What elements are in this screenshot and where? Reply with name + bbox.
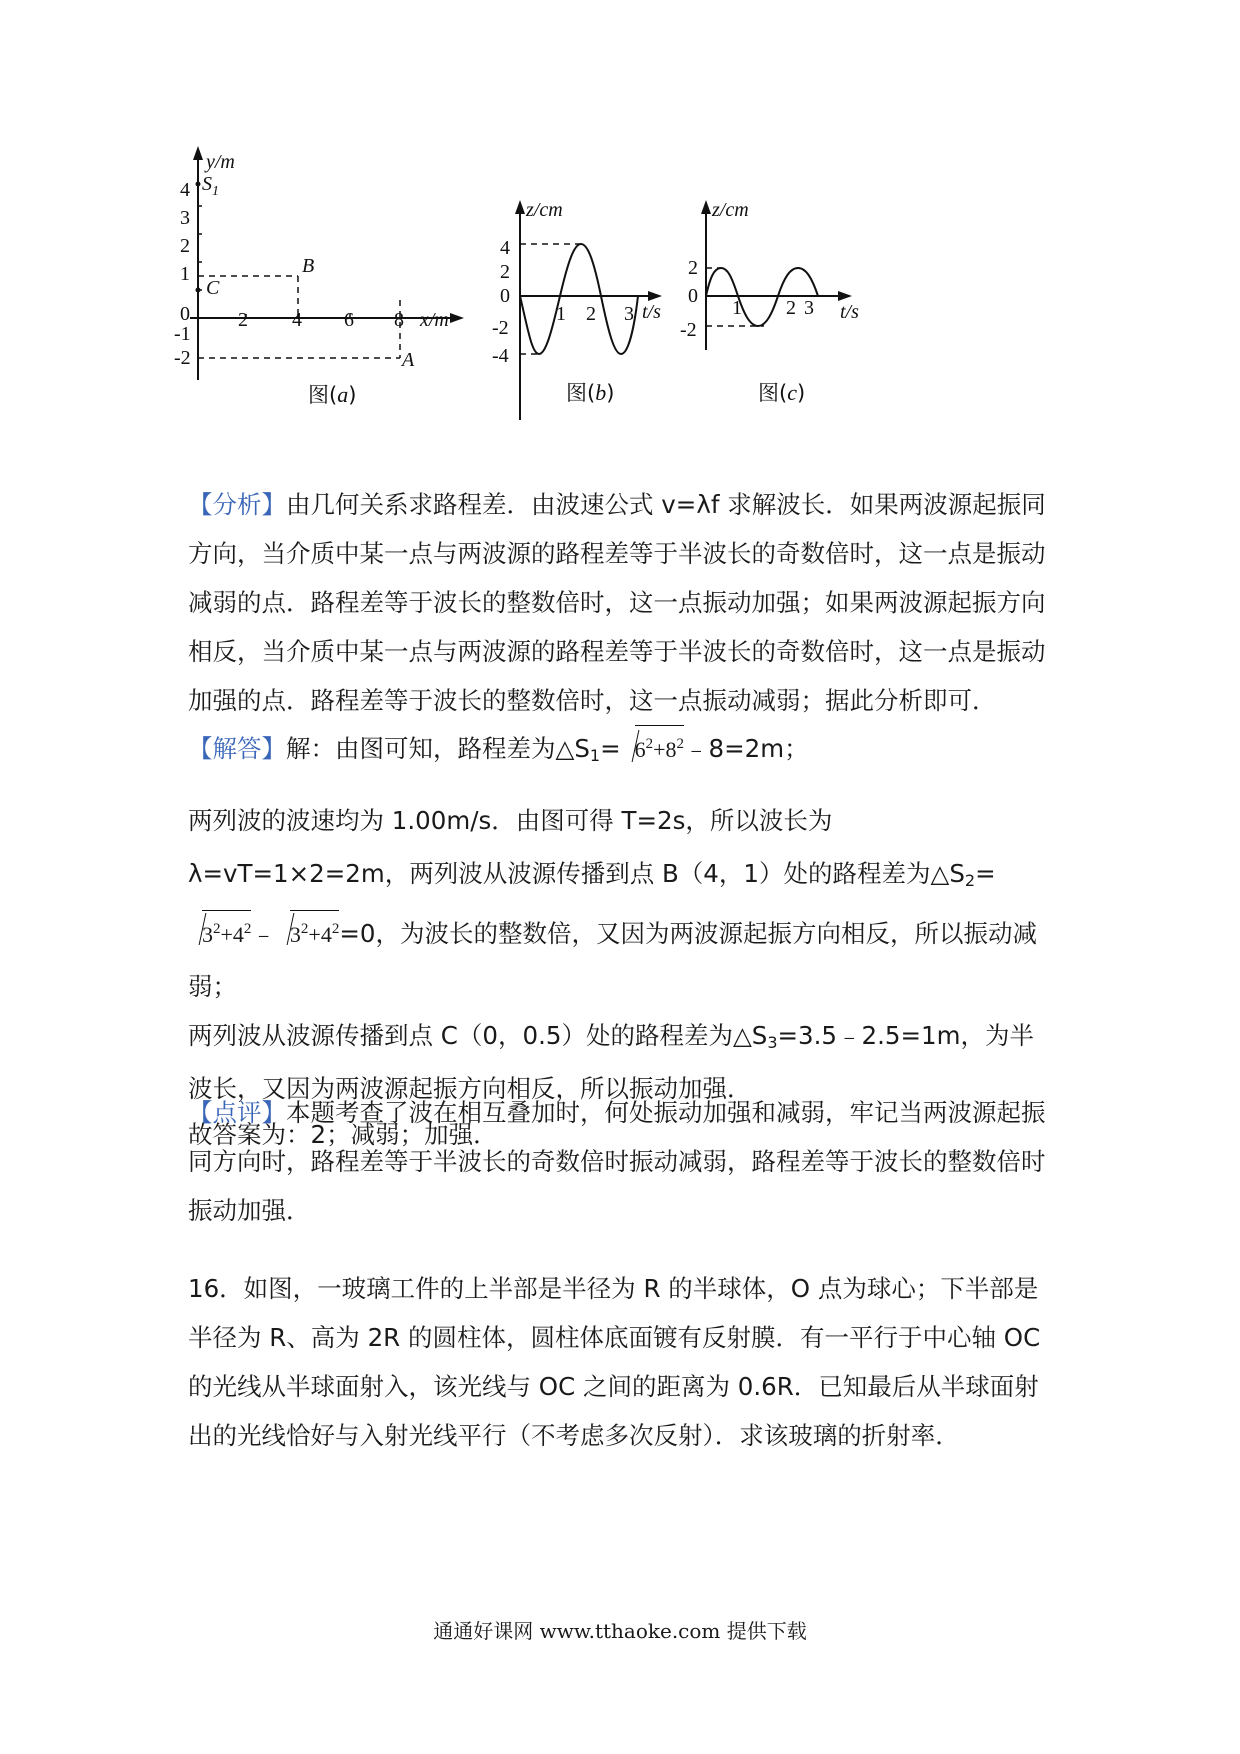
y-tick: -4 <box>492 345 509 367</box>
sqrt-expression: $3^2+4^2$ <box>188 907 251 960</box>
answer-paragraph-2: 两列波的波速均为 1.00m/s．由图可得 T=2s，所以波长为 λ=vT=1×2=2m，两列波从波源传播到点 B（4，1）处的路程差为$\triangle S_2=3^2+4^2﹣$ $3^2+4^2=0$，为波长的整数倍，又因为两波源起振方向相反，所以振动减弱； <box>188 806 1037 1001</box>
y-tick: 4 <box>180 179 190 201</box>
sqrt-expression: $3^2+4^2$ <box>276 907 339 960</box>
figure-b <box>488 150 688 460</box>
question-16-text: 16．如图，一玻璃工件的上半部是半径为 R 的半球体，O 点为球心；下半部是半径为 R、高为 2R 的圆柱体，圆柱体底面镀有反射膜．有一平行于中心轴 OC 的光线从半球面射入，该光线与 OC 之间的距离为 0.6R．已知最后从半球面射出的光线恰好与入射光线平行（不考虑多次反射）．求该玻璃的折射率． <box>188 1274 1041 1450</box>
y-axis-label: y/m <box>206 151 235 173</box>
y-tick: 2 <box>688 257 698 279</box>
comment-tag: 【点评】 <box>188 1098 286 1127</box>
wave-curve <box>520 244 638 354</box>
x-tick: 4 <box>292 309 302 331</box>
x-axis-label: x/m <box>420 309 449 331</box>
x-tick: 2 <box>238 309 248 331</box>
caption-a: 图(a) <box>308 382 357 407</box>
y-tick: -2 <box>174 347 191 369</box>
figures-row <box>174 150 1000 470</box>
x-tick: 1 <box>732 297 742 319</box>
x-tick-labels <box>238 309 404 331</box>
subscript: 2 <box>964 871 976 890</box>
analysis-paragraph <box>188 480 1056 725</box>
answer-line-1 <box>188 724 1056 780</box>
y-tick: 0 <box>500 285 510 307</box>
comment-body: 本题考查了波在相互叠加时，何处振动加强和减弱，牢记当两波源起振同方向时，路程差等于半波长的奇数倍时振动减弱，路程差等于波长的整数倍时振动加强． <box>188 1098 1046 1225</box>
question-16 <box>188 1264 1056 1460</box>
point-s1 <box>196 182 201 187</box>
x-tick: 3 <box>624 303 634 325</box>
figure-c <box>680 150 904 460</box>
x-tick: 6 <box>344 309 354 331</box>
answer-tag: 【解答】 <box>188 734 286 763</box>
x-axis-label: t/s <box>642 301 661 323</box>
y-tick: 2 <box>500 261 510 283</box>
label-b: B <box>302 255 315 277</box>
x-tick: 3 <box>804 297 814 319</box>
answer-text: ﹣8=2m； <box>684 734 809 763</box>
y-tick-labels <box>174 179 191 369</box>
subscript: 1 <box>589 746 601 765</box>
label-s1: $S_1$ <box>202 173 219 199</box>
analysis-tag: 【分析】 <box>188 490 286 519</box>
y-axis-label: z/cm <box>526 199 563 221</box>
label-a: A <box>402 349 415 371</box>
caption-c: 图(c) <box>758 380 806 405</box>
point-c <box>196 288 201 293</box>
y-tick: -1 <box>174 323 191 345</box>
comment-section <box>188 1088 1056 1235</box>
y-tick: 2 <box>180 235 190 257</box>
y-tick: 1 <box>180 263 190 285</box>
equals: = <box>600 734 621 763</box>
footer: 通通好课网 www.tthaoke.com 提供下载 <box>433 1619 807 1643</box>
x-tick: 2 <box>786 297 796 319</box>
label-c: C <box>206 277 220 299</box>
x-tick-labels <box>556 303 634 325</box>
x-tick: 1 <box>556 303 566 325</box>
y-tick: 0 <box>688 285 698 307</box>
x-axis-label: t/s <box>840 301 859 323</box>
figure-a <box>174 150 480 460</box>
analysis-body: 由几何关系求路程差．由波速公式 v=λf 求解波长．如果两波源起振同方向，当介质中某一点与两波源的路程差等于半波长的奇数倍时，这一点是振动减弱的点．路程差等于波长的整数倍时，这一点振动加强；如果两波源起振方向相反，当介质中某一点与两波源的路程差等于半波长的奇数倍时，这一点是振动加强的点．路程差等于波长的整数倍时，这一点振动减弱；据此分析即可． <box>188 490 1046 715</box>
x-tick: 8 <box>394 309 404 331</box>
y-tick: 0 <box>180 303 190 325</box>
comment-paragraph <box>188 1088 1056 1235</box>
subscript: 3 <box>767 1033 778 1052</box>
answer-text: 解：由图可知，路程差为△S <box>286 734 590 763</box>
y-axis-label: z/cm <box>712 199 749 221</box>
caption-b: 图(b) <box>566 380 615 405</box>
y-tick: 4 <box>500 237 510 259</box>
y-tick: -2 <box>492 317 509 339</box>
analysis-section <box>188 480 1056 725</box>
x-tick: 2 <box>586 303 596 325</box>
y-tick: -2 <box>680 319 697 341</box>
y-tick: 3 <box>180 207 190 229</box>
sqrt-expression: $6^2+8^2$ <box>621 724 684 773</box>
answer-paragraph-4: 故答案为：2；减弱；加强． <box>188 1120 498 1149</box>
y-tick-labels <box>492 237 510 367</box>
answer-paragraph-3: 两列波从波源传播到点 C（0，0.5）处的路程差为$\triangle S_3=3.5﹣2.5=1m$，为半波长，又因为两波源起振方向相反，所以振动加强． <box>188 1021 1034 1103</box>
